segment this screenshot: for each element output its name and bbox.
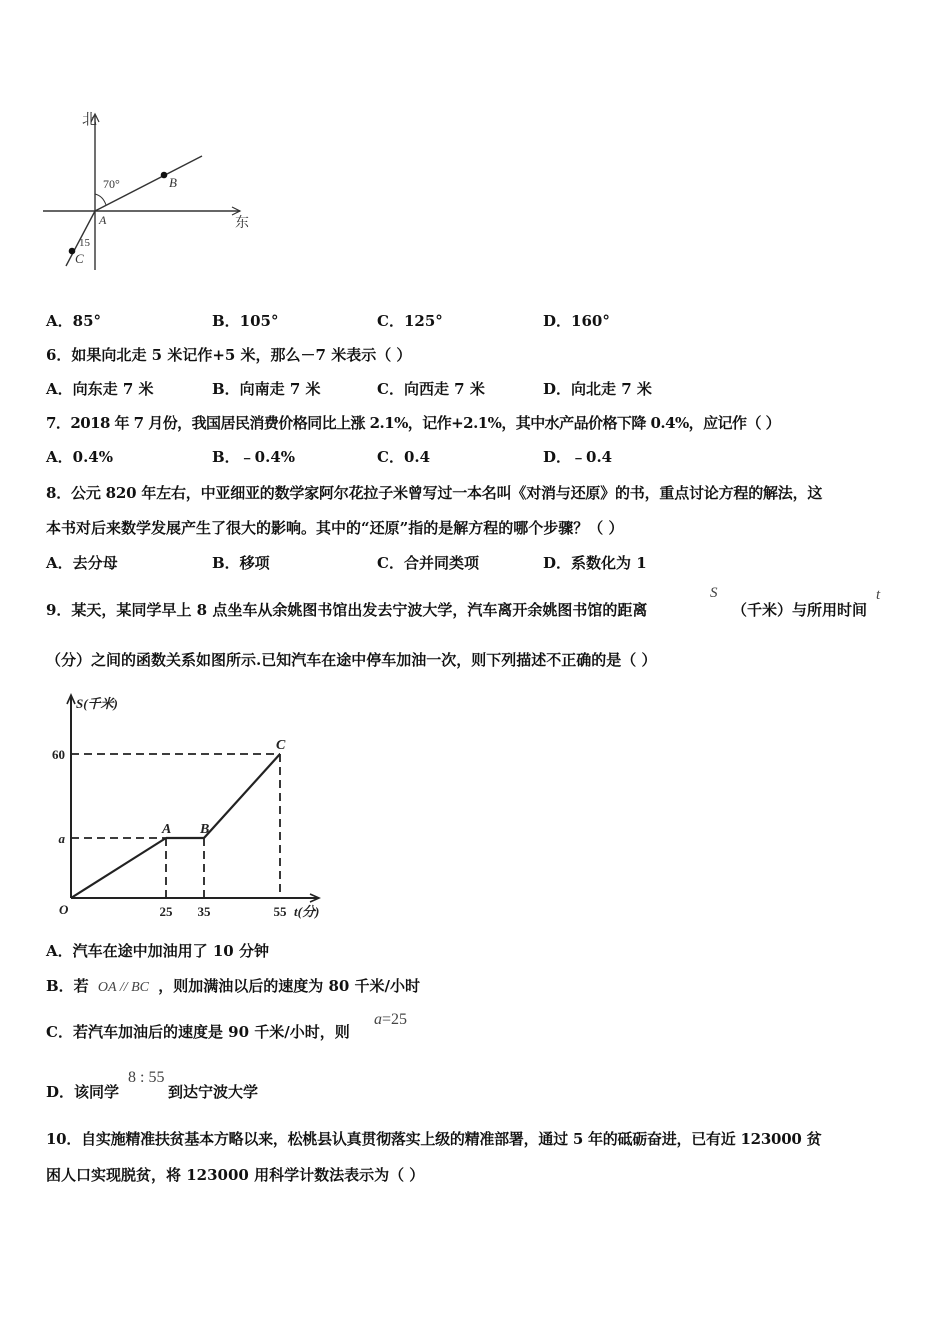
q10-line1: 10．自实施精准扶贫基本方略以来，松桃县认真贯彻落实上级的精准部署，通过 5 年的砥砺奋进，已有近 123000 贫 <box>46 1130 822 1148</box>
q7-option-a: A．0.4% <box>46 448 113 466</box>
point-c-label: C <box>75 251 84 266</box>
y-tick-a: a <box>58 831 65 846</box>
point-b-label: B <box>169 175 177 190</box>
q8-option-a: A．去分母 <box>46 554 118 572</box>
q7-option-d: D．﹣0.4 <box>543 448 613 466</box>
q9-option-c-eq: =25 <box>382 1011 408 1028</box>
q6-option-c: C．向西走 7 米 <box>377 380 485 398</box>
q9-var-s: S <box>710 585 718 601</box>
q6-option-d: D．向北走 7 米 <box>543 380 652 398</box>
q9-var-t: t <box>876 587 881 603</box>
angle-arc <box>95 194 106 205</box>
q5-option-a: A．85° <box>46 312 102 330</box>
q9-option-b-suffix: ，则加满油以后的速度为 80 千米/小时 <box>158 977 421 995</box>
q8-line1: 8．公元 820 年左右，中亚细亚的数学家阿尔花拉子米曾写过一本名叫《对消与还原》的书，重点讨论方程的解法，这 <box>46 484 823 502</box>
point-a-label: A <box>99 213 107 227</box>
q8-option-c: C．合并同类项 <box>377 554 479 572</box>
angle-15-label: 15 <box>79 237 90 249</box>
distance-time-graph <box>46 690 336 926</box>
q9-option-d: D．该同学 <box>46 1083 120 1101</box>
q9-option-d-suffix: 到达宁波大学 <box>168 1083 259 1101</box>
q9-line1a: 9．某天，某同学早上 8 点坐车从余姚图书馆出发去宁波大学，汽车离开余姚图书馆的距离 <box>46 601 648 619</box>
segment-bc <box>204 754 280 838</box>
q9-option-c-var: a <box>374 1011 382 1028</box>
origin-label: O <box>59 902 69 917</box>
q7-option-b: B．﹣0.4% <box>212 448 296 466</box>
q7-stem: 7．2018 年 7 月份，我国居民消费价格同比上涨 2.1%，记作+2.1%，其中水产品价格下降 0.4%，应记作（ ） <box>46 414 781 432</box>
x-axis-label: t(分) <box>294 904 320 919</box>
q8-line2: 本书对后来数学发展产生了很大的影响。其中的“还原”指的是解方程的哪个步骤？（ ） <box>46 519 624 537</box>
q9-option-a: A．汽车在途中加油用了 10 分钟 <box>46 942 269 960</box>
q6-option-b: B．向南走 7 米 <box>212 380 321 398</box>
point-b-dot <box>161 172 168 179</box>
q6-option-a: A．向东走 7 米 <box>46 380 154 398</box>
east-label: 东 <box>235 216 249 231</box>
point-b-label: B <box>200 822 210 837</box>
q8-option-d: D．系数化为 1 <box>543 554 647 572</box>
q7-option-c: C．0.4 <box>377 448 431 466</box>
q9-line1b: （千米）与所用时间 <box>732 601 868 619</box>
q9-line2: （分）之间的函数关系如图所示.已知汽车在途中停车加油一次，则下列描述不正确的是（ ） <box>46 651 657 669</box>
q5-option-d: D．160° <box>543 312 610 330</box>
q9-option-c-math <box>374 1009 407 1029</box>
y-tick-60: 60 <box>52 747 65 762</box>
x-tick-35: 35 <box>197 904 211 919</box>
point-c-label: C <box>276 738 286 753</box>
x-tick-25: 25 <box>159 904 173 919</box>
q5-option-b: B．105° <box>212 312 279 330</box>
angle-70-label: 70° <box>103 177 120 191</box>
q9-option-b-math: OA // BC <box>97 980 149 995</box>
q10-line2: 困人口实现脱贫，将 123000 用科学计数法表示为（ ） <box>46 1166 425 1184</box>
x-tick-55: 55 <box>273 904 287 919</box>
point-a-label: A <box>162 822 172 837</box>
q9-option-b-prefix: B．若 <box>46 977 89 995</box>
y-axis-label: S(千米) <box>76 696 118 711</box>
q8-option-b: B．移项 <box>212 554 270 572</box>
compass-diagram <box>40 108 270 278</box>
q9-option-b <box>46 976 420 998</box>
north-label: 北 <box>82 112 98 128</box>
segment-oa <box>71 838 166 898</box>
q9-option-c: C．若汽车加油后的速度是 90 千米/小时，则 <box>46 1023 350 1041</box>
q9-option-d-time: 8 : 55 <box>128 1069 165 1086</box>
q6-stem: 6．如果向北走 5 米记作+5 米，那么－7 米表示（ ） <box>46 346 412 364</box>
q5-option-c: C．125° <box>377 312 443 330</box>
